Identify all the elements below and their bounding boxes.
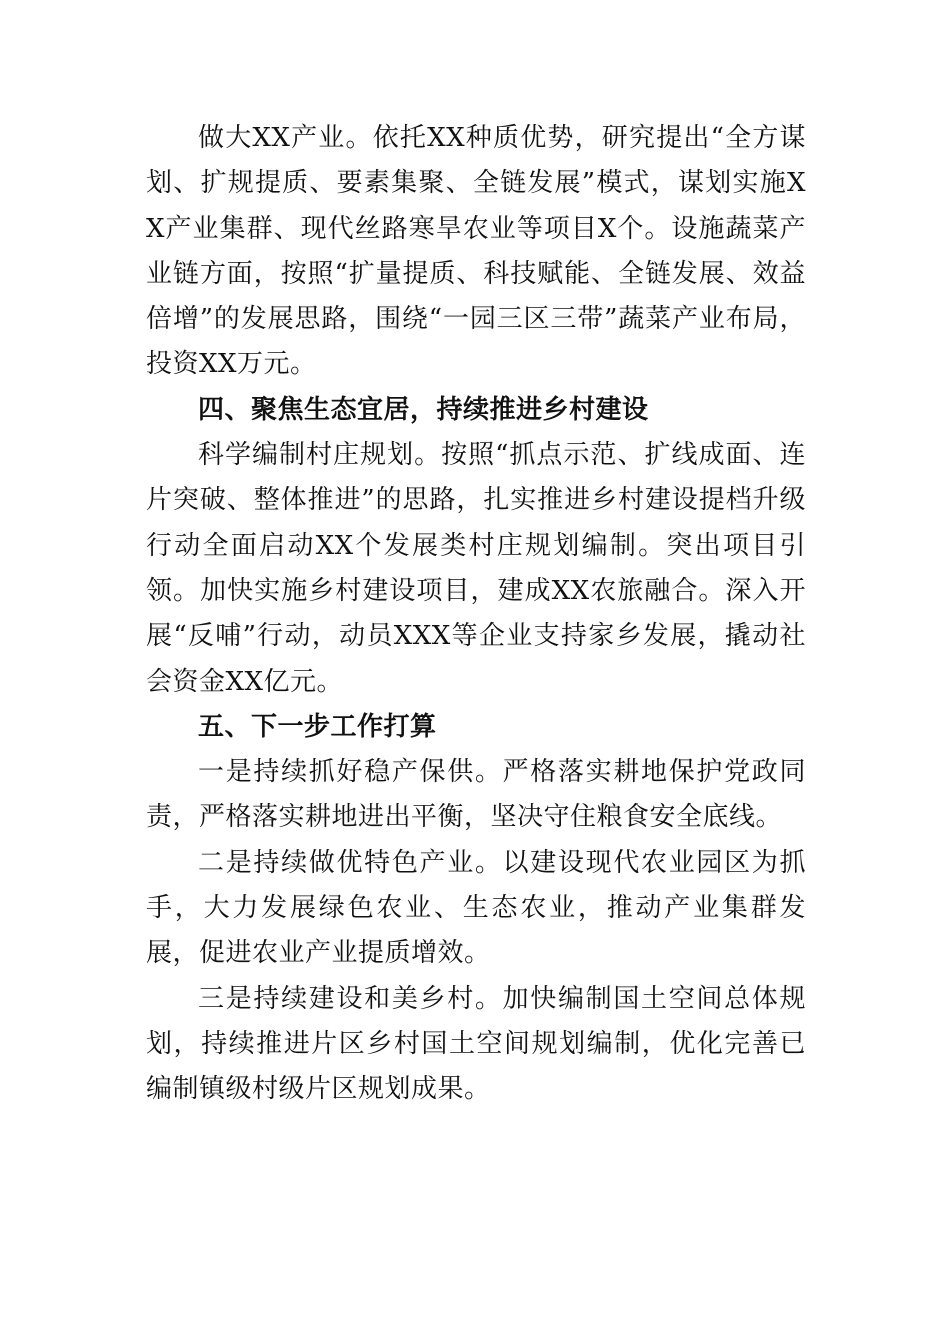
document-page [146,116,806,1113]
paragraph-village-planning: 科学编制村庄规划。按照“抓点示范、扩线成面、连片突破、整体推进”的思路，扎实推进乡村建设提档升级行动全面启动XX个发展类村庄规划编制。突出项目引领。加快实施乡村建设项目，建成XX农旅融合。深入开展“反哺”行动，动员XXX等企业支持家乡发展，撬动社会资金XX亿元。 [146,440,806,697]
paragraph-plan-3: 三是持续建设和美乡村。加快编制国土空间总体规划，持续推进片区乡村国土空间规划编制，优化完善已编制镇级村级片区规划成果。 [146,983,806,1105]
paragraph-industry: 做大XX产业。依托XX种质优势，研究提出“全方谋划、扩规提质、要素集聚、全链发展”模式，谋划实施XX产业集群、现代丝路寒旱农业等项目X个。设施蔬菜产业链方面，按照“扩量提质、科技赋能、全链发展、效益倍增”的发展思路，围绕“一园三区三带”蔬菜产业布局，投资XX万元。 [146,123,806,380]
paragraph-plan-1: 一是持续抓好稳产保供。严格落实耕地保护党政同责，严格落实耕地进出平衡，坚决守住粮食安全底线。 [146,757,806,833]
paragraph-plan-2: 二是持续做优特色产业。以建设现代农业园区为抓手，大力发展绿色农业、生态农业，推动产业集群发展，促进农业产业提质增效。 [146,847,806,969]
section-heading-5: 五、下一步工作打算 [198,711,437,742]
section-heading-4: 四、聚焦生态宜居，持续推进乡村建设 [198,394,649,425]
